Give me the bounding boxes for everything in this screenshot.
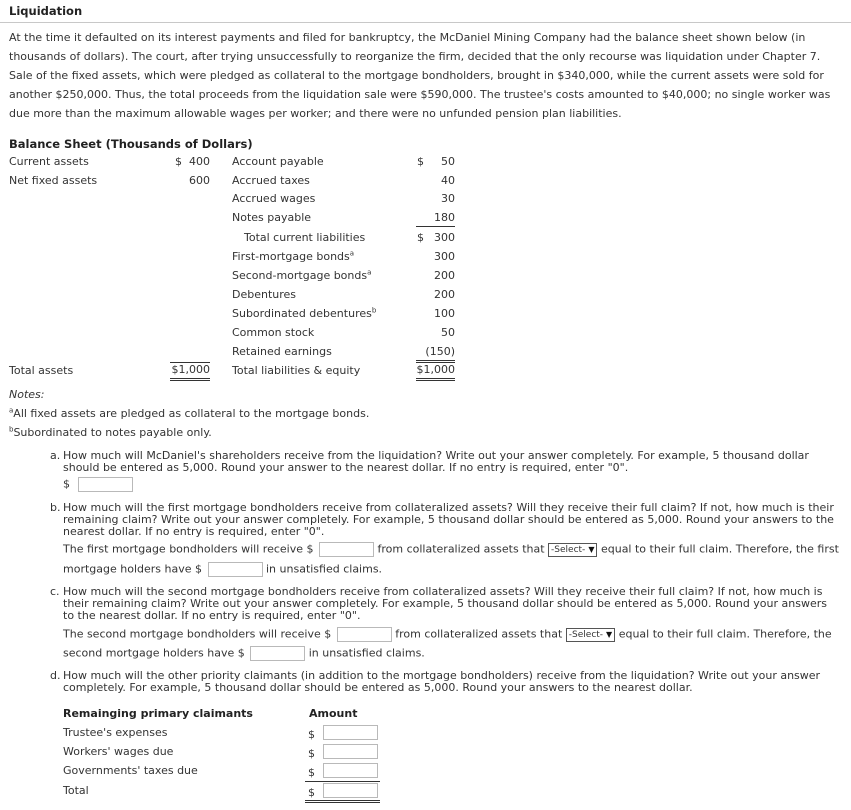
second-mortgage-unsatisfied-input[interactable] (250, 646, 305, 661)
liability-label: Accrued taxes (232, 174, 310, 187)
balance-sheet (0, 152, 470, 382)
balance-sheet-title: Balance Sheet (Thousands of Dollars) (9, 137, 253, 151)
question-b (50, 502, 840, 538)
total-assets-label: Total assets (9, 364, 74, 377)
total-assets-value: $1,000 (170, 362, 210, 381)
liability-label: Total current liabilities (244, 231, 366, 244)
dollar-sign: $ (308, 786, 315, 799)
total-claims-input[interactable] (323, 783, 378, 798)
question-d (50, 670, 840, 694)
question-a (50, 450, 840, 474)
liability-label: Account payable (232, 155, 324, 168)
dollar-sign: $ (308, 728, 315, 741)
liability-label: Subordinated debentures$^b$ (232, 306, 377, 320)
question-text: How much will the second mortgage bondholders receive from collateralized assets? Will they receive their full claim? If not, how much is their remaining claim? Write out your answer completely. For example, 5 thousand dollar should be entered as 5,000. Round your answers to the nearest dollar. If no entry is required, enter "0". (63, 585, 827, 622)
liability-label: Retained earnings (232, 345, 332, 358)
question-label: c. (50, 585, 60, 598)
liability-value: 200 (434, 288, 455, 301)
chevron-down-icon: ▼ (588, 544, 595, 554)
table-row-label: Total (63, 784, 89, 797)
liability-value: 200 (434, 269, 455, 282)
problem-intro: At the time it defaulted on its interest payments and filed for bankruptcy, the McDaniel Mining Company had the balance sheet shown below (in thousands of dollars). The court, after trying unsuccessfully to reorganize the firm, decided that the only recourse was liquidation under Chapter 7. Sale of the fixed assets, which were pledged as collateral to the mortgage bondholders, brought in $340,000, while the current assets were sold for another $250,000. Thus, the total proceeds from the liquidation sale were $590,000. The trustee's costs amounted to $40,000; no single worker was due more than the maximum allowable wages per worker; and there were no unfunded pension plan liabilities. (9, 31, 831, 120)
total-liabilities-value: $1,000 (416, 362, 455, 381)
shareholders-amount-input[interactable] (78, 477, 133, 492)
liability-value: 300 (434, 231, 455, 244)
question-text: How much will the first mortgage bondholders receive from collateralized assets? Will they receive their full claim? If not, how much is their remaining claim? Write out your answer completely. For example, 5 thousand dollar should be entered as 5,000. Round your answers to the nearest dollar. If no entry is required, enter "0". (63, 501, 834, 538)
first-mortgage-unsatisfied-input[interactable] (208, 562, 263, 577)
liability-label: First-mortgage bonds$^a$ (232, 249, 355, 263)
answer-b-line1: The first mortgage bondholders will receive $ from collateralized assets that -Select- ▼ equal to their full claim. Therefore, the first (63, 542, 839, 556)
liability-value: 40 (441, 174, 455, 187)
question-label: a. (50, 449, 61, 462)
answer-c-line1: The second mortgage bondholders will receive $ from collateralized assets that -Select- ▼ equal to their full claim. Therefore, the (63, 627, 832, 641)
asset-label: Current assets (9, 155, 89, 168)
liability-label: Debentures (232, 288, 297, 301)
asset-value: 600 (189, 174, 210, 187)
notes-heading: Notes: (9, 388, 45, 401)
second-mortgage-claim-select[interactable]: -Select- ▼ (566, 628, 615, 642)
chevron-down-icon: ▼ (606, 629, 613, 639)
answer-b-line2: mortgage holders have $ in unsatisfied claims. (63, 562, 383, 576)
table-row-label: Workers' wages due (63, 745, 174, 758)
dollar-sign: $ (308, 766, 315, 779)
liability-value: 180 (416, 211, 455, 227)
liability-value: 30 (441, 192, 455, 205)
total-double-underline (305, 800, 380, 803)
notes (9, 385, 369, 442)
page-header (0, 0, 851, 23)
total-divider (305, 781, 380, 782)
table-header-claimants: Remainging primary claimants (63, 707, 253, 720)
liability-label: Common stock (232, 326, 315, 339)
dollar-sign: $ (417, 155, 424, 168)
dollar-sign: $ (308, 747, 315, 760)
asset-label: Net fixed assets (9, 174, 98, 187)
workers-wages-input[interactable] (323, 744, 378, 759)
liability-label: Second-mortgage bonds$^a$ (232, 268, 372, 282)
total-liabilities-label: Total liabilities & equity (232, 364, 361, 377)
liability-label: Accrued wages (232, 192, 316, 205)
answer-c-line2: second mortgage holders have $ in unsatisfied claims. (63, 646, 425, 660)
table-row-label: Governments' taxes due (63, 764, 198, 777)
question-label: d. (50, 669, 61, 682)
table-header-amount: Amount (309, 707, 358, 720)
liability-value: (150) (416, 345, 455, 361)
liability-label: Notes payable (232, 211, 312, 224)
asset-value: $ 400 (175, 155, 210, 168)
first-mortgage-received-input[interactable] (319, 542, 374, 557)
answer-a-row (63, 477, 133, 492)
liability-value: 50 (441, 326, 455, 339)
question-c (50, 586, 840, 622)
question-text: How much will the other priority claimants (in addition to the mortgage bondholders) receive from the liquidation? Write out your answer completely. For example, 5 thousand dollar should be entered as 5,000. Round your answers to the nearest dollar. (63, 669, 821, 694)
government-taxes-input[interactable] (323, 763, 378, 778)
page-title: Liquidation (9, 4, 83, 18)
liability-value: 100 (434, 307, 455, 320)
table-row-label: Trustee's expenses (63, 726, 168, 739)
question-text: How much will McDaniel's shareholders receive from the liquidation? Write out your answer completely. For example, 5 thousand dollar should be entered as 5,000. Round your answer to the nearest dollar. If no entry is required, enter "0". (63, 449, 809, 474)
trustee-expenses-input[interactable] (323, 725, 378, 740)
note-b: $^b$Subordinated to notes payable only. (9, 425, 212, 439)
question-label: b. (50, 501, 61, 514)
second-mortgage-received-input[interactable] (337, 627, 392, 642)
dollar-sign: $ (417, 231, 424, 244)
note-a: $^a$All fixed assets are pledged as collateral to the mortgage bonds. (9, 406, 370, 420)
liability-value: 50 (441, 155, 455, 168)
liability-value: 300 (434, 250, 455, 263)
first-mortgage-claim-select[interactable]: -Select- ▼ (548, 543, 597, 557)
dollar-sign: $ (63, 477, 70, 491)
